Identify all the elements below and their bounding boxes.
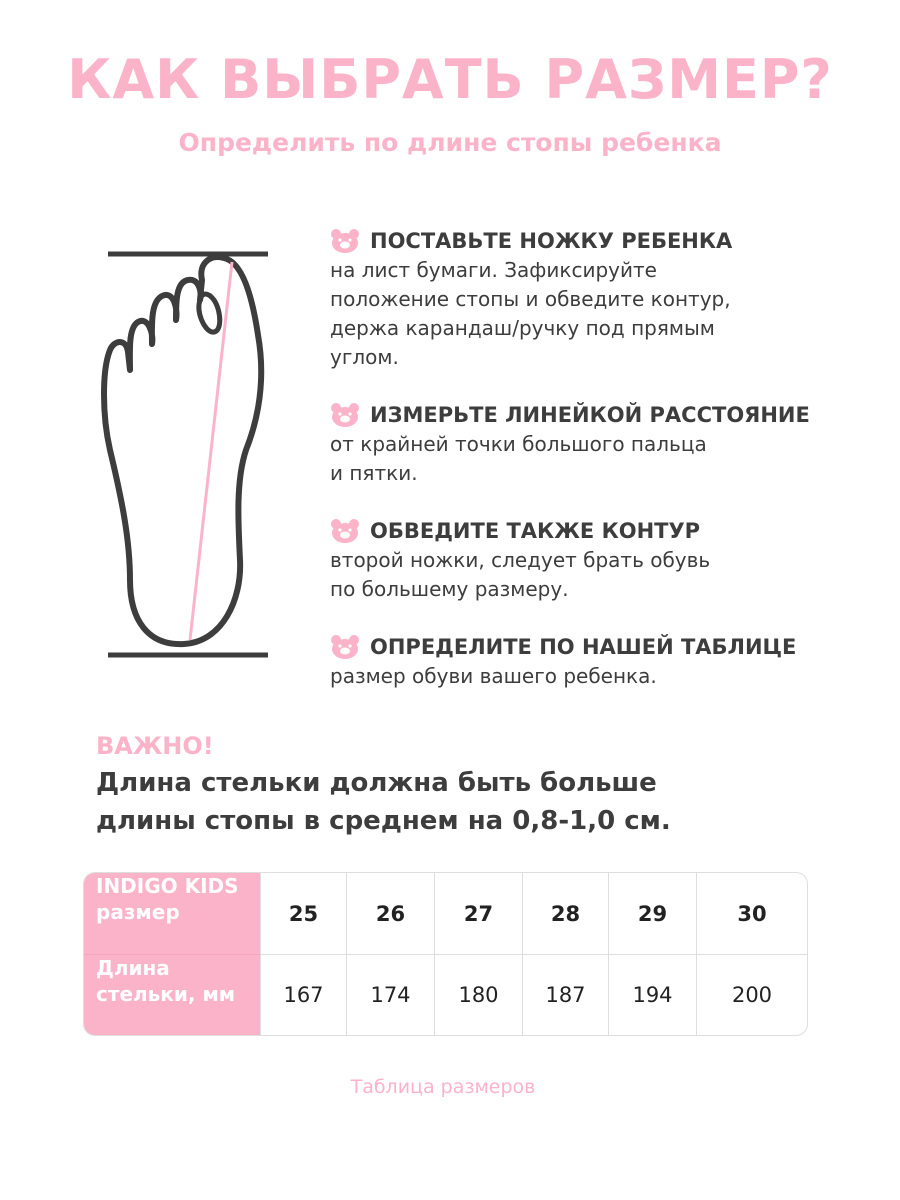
- header-line: стельки, мм: [96, 982, 236, 1006]
- table-caption: Таблица размеров: [350, 1076, 536, 1098]
- step-3: [330, 516, 890, 604]
- step-text: [330, 430, 890, 488]
- header-line: размер: [96, 900, 180, 924]
- step-line: размер обуви вашего ребенка.: [330, 664, 657, 688]
- length-cell: 167: [260, 955, 346, 1035]
- step-heading: ОБВЕДИТЕ ТАКЖЕ КОНТУР: [370, 519, 701, 543]
- step-text: [330, 546, 890, 604]
- size-cell: 29: [608, 873, 696, 955]
- important-label: ВАЖНО!: [96, 732, 214, 760]
- length-cell: 200: [696, 955, 807, 1035]
- size-cell: 28: [522, 873, 608, 955]
- size-table: [83, 872, 808, 1036]
- step-line: от крайней точки большого пальца: [330, 432, 707, 456]
- important-line: длины стопы в среднем на 0,8-1,0 см.: [96, 806, 671, 836]
- step-heading: ПОСТАВЬТЕ НОЖКУ РЕБЕНКА: [370, 229, 733, 253]
- step-line: второй ножки, следует брать обувь: [330, 548, 711, 572]
- step-line: по большему размеру.: [330, 577, 569, 601]
- step-1: [330, 226, 890, 372]
- length-cell: 187: [522, 955, 608, 1035]
- instruction-steps: [330, 226, 890, 719]
- length-cell: 194: [608, 955, 696, 1035]
- length-cell: 180: [434, 955, 522, 1035]
- page-subtitle: Определить по длине стопы ребенка: [178, 128, 722, 157]
- step-line: держа карандаш/ручку под прямым: [330, 316, 715, 340]
- size-cell: 26: [346, 873, 434, 955]
- step-heading: ОПРЕДЕЛИТЕ ПО НАШЕЙ ТАБЛИЦЕ: [370, 635, 797, 659]
- step-line: и пятки.: [330, 461, 418, 485]
- size-cell: 27: [434, 873, 522, 955]
- bear-face-icon: [330, 634, 360, 660]
- step-2: [330, 400, 890, 488]
- size-cell: 30: [696, 873, 807, 955]
- header-line: INDIGO KIDS: [96, 874, 239, 898]
- step-text: [330, 662, 890, 691]
- bear-face-icon: [330, 518, 360, 544]
- step-heading: ИЗМЕРЬТЕ ЛИНЕЙКОЙ РАССТОЯНИЕ: [370, 403, 810, 427]
- table-header-length: [84, 955, 260, 1035]
- foot-outline-icon: [100, 240, 280, 670]
- step-4: [330, 632, 890, 691]
- important-line: Длина стельки должна быть больше: [96, 768, 657, 798]
- step-text: [330, 256, 890, 372]
- length-cell: 174: [346, 955, 434, 1035]
- step-line: углом.: [330, 345, 399, 369]
- size-cell: 25: [260, 873, 346, 955]
- important-note: [96, 764, 796, 840]
- bear-face-icon: [330, 402, 360, 428]
- page-title: КАК ВЫБРАТЬ РАЗМЕР?: [67, 48, 833, 111]
- bear-face-icon: [330, 228, 360, 254]
- table-header-size: [84, 873, 260, 955]
- header-line: Длина: [96, 956, 170, 980]
- step-line: на лист бумаги. Зафиксируйте: [330, 258, 657, 282]
- step-line: положение стопы и обведите контур,: [330, 287, 731, 311]
